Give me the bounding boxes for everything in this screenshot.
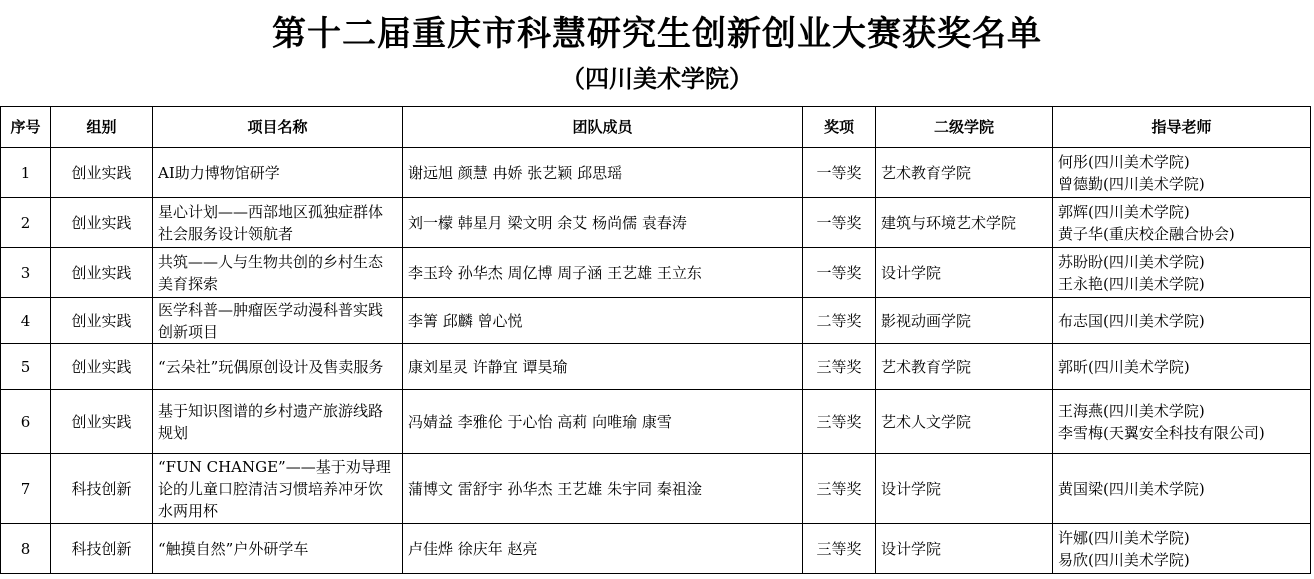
advisor: 苏盼盼(四川美术学院) [1058,252,1205,271]
advisor: 黄子华(重庆校企融合协会) [1058,224,1235,243]
row-members: 蒲博文 雷舒宇 孙华杰 王艺雄 朱宇同 秦祖淦 [403,454,803,524]
row-project: “触摸自然”户外研学车 [153,524,403,574]
row-members: 冯婧益 李雅伦 于心怡 高莉 向唯瑜 康雪 [403,390,803,454]
row-no: 6 [1,390,51,454]
row-college: 影视动画学院 [876,298,1053,344]
row-project: “FUN CHANGE”——基于劝导理论的儿童口腔清洁习惯培养冲牙饮水两用杯 [153,454,403,524]
table-row [1,298,1311,344]
advisor: 郭昕(四川美术学院) [1058,357,1190,376]
row-award: 一等奖 [803,248,876,298]
row-no: 5 [1,344,51,390]
row-college: 设计学院 [876,524,1053,574]
advisor: 何彤(四川美术学院) [1058,152,1190,171]
row-no: 1 [1,148,51,198]
row-members: 谢远旭 颜慧 冉娇 张艺颖 邱思瑶 [403,148,803,198]
row-project: “云朵社”玩偶原创设计及售卖服务 [153,344,403,390]
header-members: 团队成员 [403,107,803,148]
advisor: 王海燕(四川美术学院) [1058,401,1205,420]
table-row [1,454,1311,524]
row-members: 康刘星灵 许静宜 谭昊瑜 [403,344,803,390]
header-college: 二级学院 [876,107,1053,148]
table-row [1,344,1311,390]
row-members: 李箐 邱麟 曾心悦 [403,298,803,344]
row-group: 创业实践 [51,248,153,298]
document-title: 第十二届重庆市科慧研究生创新创业大赛获奖名单 [272,14,1042,54]
row-project: AI助力博物馆研学 [153,148,403,198]
header-group: 组别 [51,107,153,148]
document-subtitle: （四川美术学院） [561,65,753,93]
row-group: 创业实践 [51,298,153,344]
advisor: 王永艳(四川美术学院) [1058,274,1205,293]
row-advisors [1053,454,1311,524]
row-college: 设计学院 [876,454,1053,524]
row-project: 星心计划——西部地区孤独症群体社会服务设计领航者 [153,198,403,248]
advisor: 黄国梁(四川美术学院) [1058,479,1205,498]
table-header-row [1,107,1311,148]
row-group: 科技创新 [51,454,153,524]
table-row [1,390,1311,454]
row-group: 创业实践 [51,148,153,198]
row-members: 刘一檬 韩星月 梁文明 余艾 杨尚儒 袁春涛 [403,198,803,248]
row-award: 三等奖 [803,524,876,574]
advisor: 易欣(四川美术学院) [1058,550,1190,569]
row-award: 三等奖 [803,454,876,524]
row-advisors [1053,248,1311,298]
row-no: 3 [1,248,51,298]
header-no: 序号 [1,107,51,148]
row-advisors [1053,148,1311,198]
row-college: 艺术人文学院 [876,390,1053,454]
advisor: 李雪梅(天翼安全科技有限公司) [1058,423,1265,442]
row-advisors [1053,524,1311,574]
row-college: 建筑与环境艺术学院 [876,198,1053,248]
row-group: 创业实践 [51,198,153,248]
row-college: 设计学院 [876,248,1053,298]
table-row [1,524,1311,574]
row-advisors [1053,198,1311,248]
row-project: 基于知识图谱的乡村遗产旅游线路规划 [153,390,403,454]
row-members: 李玉玲 孙华杰 周亿博 周子涵 王艺雄 王立东 [403,248,803,298]
row-group: 创业实践 [51,390,153,454]
table-row [1,198,1311,248]
row-no: 8 [1,524,51,574]
row-no: 7 [1,454,51,524]
row-college: 艺术教育学院 [876,344,1053,390]
header-project: 项目名称 [153,107,403,148]
row-award: 二等奖 [803,298,876,344]
header-advisors: 指导老师 [1053,107,1311,148]
award-table [0,106,1311,574]
row-advisors [1053,344,1311,390]
advisor: 许娜(四川美术学院) [1058,528,1190,547]
row-group: 科技创新 [51,524,153,574]
row-award: 一等奖 [803,148,876,198]
advisor: 布志国(四川美术学院) [1058,311,1205,330]
row-project: 共筑——人与生物共创的乡村生态美育探索 [153,248,403,298]
header-award: 奖项 [803,107,876,148]
row-no: 2 [1,198,51,248]
row-no: 4 [1,298,51,344]
advisor: 曾德勤(四川美术学院) [1058,174,1205,193]
row-project: 医学科普—肿瘤医学动漫科普实践创新项目 [153,298,403,344]
row-group: 创业实践 [51,344,153,390]
advisor: 郭辉(四川美术学院) [1058,202,1190,221]
table-row [1,148,1311,198]
row-award: 三等奖 [803,344,876,390]
row-advisors [1053,298,1311,344]
table-row [1,248,1311,298]
row-award: 三等奖 [803,390,876,454]
row-award: 一等奖 [803,198,876,248]
row-members: 卢佳烨 徐庆年 赵亮 [403,524,803,574]
row-advisors [1053,390,1311,454]
row-college: 艺术教育学院 [876,148,1053,198]
